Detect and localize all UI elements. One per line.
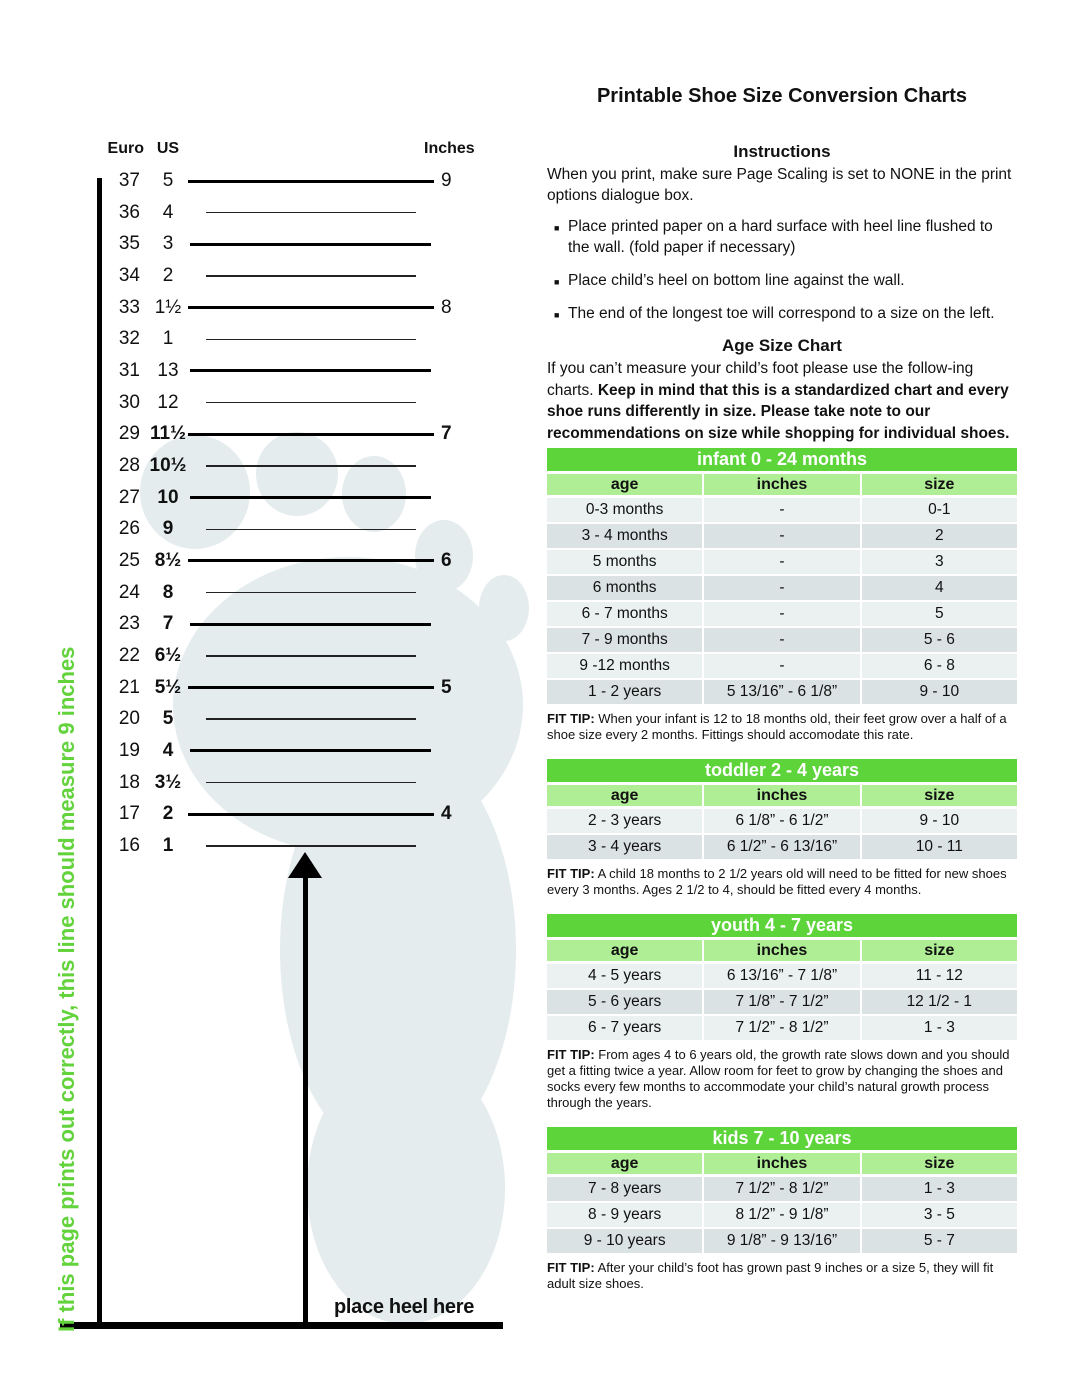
table-cell: 3 [862,550,1017,574]
table-cell: 7 1/2” - 8 1/2” [704,1177,859,1201]
table-cell: 7 1/8” - 7 1/2” [704,990,859,1014]
column-header: size [862,474,1017,495]
euro-size-label: 20 [118,708,140,730]
us-size-label: 3½ [154,771,182,793]
instructions-intro: When you print, make sure Page Scaling is set to NONE in the print options dialogue box. [547,166,1012,204]
euro-size-label: 19 [118,739,140,761]
table-cell: 7 - 9 months [547,628,702,652]
table-cell: 9 - 10 [862,809,1017,833]
inch-label: 6 [441,549,452,571]
euro-size-label: 30 [118,391,140,413]
column-header: size [862,785,1017,806]
table-row [547,990,1017,1014]
us-size-label: 10½ [149,454,187,476]
euro-size-label: 33 [118,296,140,318]
column-header: inches [704,785,859,806]
table-cell: 9 - 10 years [547,1229,702,1253]
fit-tip: FIT TIP: After your child’s foot has grown past 9 inches or a size 5, they will fit adult size shoes. [547,1260,994,1291]
euro-size-label: 31 [118,359,140,381]
column-header: size [862,1153,1017,1174]
table-cell: 5 - 6 [862,628,1017,652]
euro-size-label: 18 [118,771,140,793]
heel-baseline [60,1322,503,1329]
table-cell: 6 1/2” - 6 13/16” [704,835,859,859]
column-header: size [862,940,1017,961]
inch-label: 8 [441,296,452,318]
page-title: Printable Shoe Size Conversion Charts [596,85,968,107]
table-cell: 5 - 7 [862,1229,1017,1253]
table-row [547,1203,1017,1227]
size-line [188,306,434,309]
fit-tip: FIT TIP: When your infant is 12 to 18 months old, their feet grow over a half of a shoe size every 2 months. Fittings should accomodate this rate. [547,711,1007,742]
fit-tip: FIT TIP: From ages 4 to 6 years old, the growth rate slows down and you should get a fitting twice a year. Allow room for feet to grow by changing the shoes and socks every few months to accommodate your child’s natural growth process through the years. [547,1047,1010,1110]
age-table-column-headers [547,785,1017,806]
inch-label: 7 [441,423,452,445]
table-cell: 2 - 3 years [547,809,702,833]
us-size-label: 5 [162,708,174,730]
table-cell: 12 1/2 - 1 [862,990,1017,1014]
column-header: inches [704,940,859,961]
table-row [547,628,1017,652]
size-line [190,749,431,752]
us-size-label: 8½ [154,549,182,571]
table-cell: 5 months [547,550,702,574]
us-size-label: 5½ [154,676,182,698]
table-cell: 6 13/16” - 7 1/8” [704,964,859,988]
size-line [190,243,431,246]
table-cell: 5 - 6 years [547,990,702,1014]
table-cell: 6 months [547,576,702,600]
us-size-label: 10 [157,486,179,508]
instruction-bullet: ■ The end of the longest toe will correspond to a size on the left. [547,303,1017,324]
age-table-1 [547,448,1017,743]
table-cell: - [704,602,859,626]
age-table-column-headers [547,940,1017,961]
instruction-bullet: ■ Place printed paper on a hard surface with heel line flushed to the wall. (fold paper if necessary) [547,216,1017,258]
euro-size-label: 37 [118,170,140,191]
us-size-label: 4 [162,739,174,761]
size-line [206,592,416,594]
age-intro-bold: Keep in mind that this is a standardized chart and every shoe runs differently in size. Please take note to our recommendations on size while shopping for individual shoes. [547,381,1010,442]
fit-tip: FIT TIP: A child 18 months to 2 1/2 years old will need to be fitted for new shoes every 3 months. Ages 2 1/2 to 4, should be fitted every 4 months. [547,866,1007,897]
us-size-label: 8 [162,581,174,603]
size-line [206,718,416,720]
us-size-label: 3 [162,233,174,255]
table-cell: 5 [862,602,1017,626]
table-cell: 1 - 2 years [547,680,702,704]
instruction-bullet: ■ Place child’s heel on bottom line against the wall. [547,270,1017,291]
size-line [206,275,416,277]
table-cell: 9 1/8” - 9 13/16” [704,1229,859,1253]
age-size-tables [547,448,1017,1292]
inch-label: 5 [441,676,452,698]
table-cell: - [704,524,859,548]
us-size-label: 7 [162,613,174,635]
table-cell: 0-1 [862,498,1017,522]
us-size-label: 2 [162,803,174,825]
table-row [547,835,1017,859]
size-line [190,369,431,372]
ruler-vertical-line [97,178,102,1329]
table-cell: 9 -12 months [547,654,702,678]
fit-tip-label: FIT TIP: [547,866,595,881]
table-cell: 4 - 5 years [547,964,702,988]
euro-size-label: 27 [118,486,140,508]
table-row [547,498,1017,522]
table-cell: 1 - 3 [862,1177,1017,1201]
column-header: inches [704,474,859,495]
euro-size-label: 21 [118,676,140,698]
table-cell: - [704,628,859,652]
size-line [188,180,434,183]
table-cell: 8 1/2” - 9 1/8” [704,1203,859,1227]
table-row [547,602,1017,626]
table-cell: 8 - 9 years [547,1203,702,1227]
table-cell: 6 - 8 [862,654,1017,678]
us-size-label: 13 [157,359,179,381]
table-cell: - [704,654,859,678]
size-line [188,813,434,816]
fit-tip-label: FIT TIP: [547,711,595,726]
instructions-heading: Instructions [733,142,831,161]
table-cell: 3 - 4 years [547,835,702,859]
size-line [206,655,416,657]
table-row [547,1229,1017,1253]
table-cell: 6 - 7 years [547,1016,702,1040]
table-cell: 11 - 12 [862,964,1017,988]
table-row [547,576,1017,600]
age-table-column-headers [547,474,1017,495]
us-size-label: 1 [162,328,174,350]
age-table-3 [547,914,1017,1111]
table-cell: 4 [862,576,1017,600]
age-table-title: infant 0 - 24 months [547,448,1017,471]
size-line [206,465,416,467]
euro-size-label: 22 [118,644,140,666]
us-size-label: 2 [162,264,174,286]
us-column-header: US [156,140,180,157]
fit-tip-label: FIT TIP: [547,1047,595,1062]
euro-size-label: 36 [118,201,140,223]
euro-size-label: 17 [118,803,140,825]
table-cell: - [704,576,859,600]
us-size-label: 1 [162,834,174,856]
euro-size-label: 34 [118,264,140,286]
fit-tip-label: FIT TIP: [547,1260,595,1275]
size-line [206,402,416,404]
euro-size-label: 28 [118,454,140,476]
us-size-label: 6½ [154,644,182,666]
table-row [547,524,1017,548]
up-arrow-icon [288,852,322,878]
table-row [547,809,1017,833]
table-cell: 10 - 11 [862,835,1017,859]
age-size-chart-intro [547,358,1017,444]
up-arrow-shaft [303,876,308,1322]
euro-size-label: 29 [118,423,140,445]
age-table-2 [547,759,1017,898]
us-size-label: 4 [162,201,174,223]
euro-size-label: 23 [118,613,140,635]
print-check-note: If this page prints out correctly, this line should measure 9 inches [54,646,79,1332]
euro-size-label: 26 [118,518,140,540]
table-cell: 3 - 4 months [547,524,702,548]
table-row [547,1177,1017,1201]
age-table-title: kids 7 - 10 years [547,1127,1017,1150]
charts-column [547,84,1017,1308]
instructions-bullet-list [547,216,1017,324]
age-size-chart-heading: Age Size Chart [722,336,842,355]
inch-label: 9 [441,170,452,191]
age-table-4 [547,1127,1017,1292]
column-header: inches [704,1153,859,1174]
table-cell: 0-3 months [547,498,702,522]
size-line [188,559,434,562]
age-table-column-headers [547,1153,1017,1174]
table-row [547,680,1017,704]
size-line [188,433,434,436]
size-line [188,686,434,689]
size-line [190,496,431,499]
us-size-label: 5 [162,170,174,191]
place-heel-here-label: place heel here [334,1296,475,1318]
size-line [206,845,416,847]
us-size-label: 9 [162,518,174,540]
table-cell: 6 1/8” - 6 1/2” [704,809,859,833]
table-cell: 1 - 3 [862,1016,1017,1040]
euro-size-label: 24 [118,581,140,603]
table-row [547,550,1017,574]
euro-size-label: 35 [118,233,140,255]
euro-size-label: 16 [118,834,140,856]
size-line [190,623,431,626]
size-line [206,212,416,214]
age-table-title: toddler 2 - 4 years [547,759,1017,782]
column-header: age [547,785,702,806]
table-cell: 2 [862,524,1017,548]
column-header: age [547,474,702,495]
size-line [206,782,416,784]
table-cell: 7 - 8 years [547,1177,702,1201]
us-size-label: 12 [157,391,179,413]
column-header: age [547,940,702,961]
table-row [547,654,1017,678]
euro-size-label: 32 [118,328,140,350]
table-cell: 7 1/2” - 8 1/2” [704,1016,859,1040]
inches-column-header: Inches [424,140,475,157]
size-line [206,529,416,531]
size-line [206,339,416,341]
us-size-label: 11½ [150,423,186,445]
age-table-title: youth 4 - 7 years [547,914,1017,937]
table-cell: 5 13/16” - 6 1/8” [704,680,859,704]
table-cell: 9 - 10 [862,680,1017,704]
inch-label: 4 [441,803,452,825]
table-cell: 3 - 5 [862,1203,1017,1227]
table-row [547,964,1017,988]
age-intro-normal: If you can’t measure your child’s foot please use the follow-ing charts. [547,360,974,399]
table-cell: 6 - 7 months [547,602,702,626]
euro-size-label: 25 [118,549,140,571]
us-size-label: 1½ [154,296,182,318]
table-cell: - [704,498,859,522]
table-cell: - [704,550,859,574]
euro-column-header: Euro [107,140,144,157]
table-row [547,1016,1017,1040]
column-header: age [547,1153,702,1174]
